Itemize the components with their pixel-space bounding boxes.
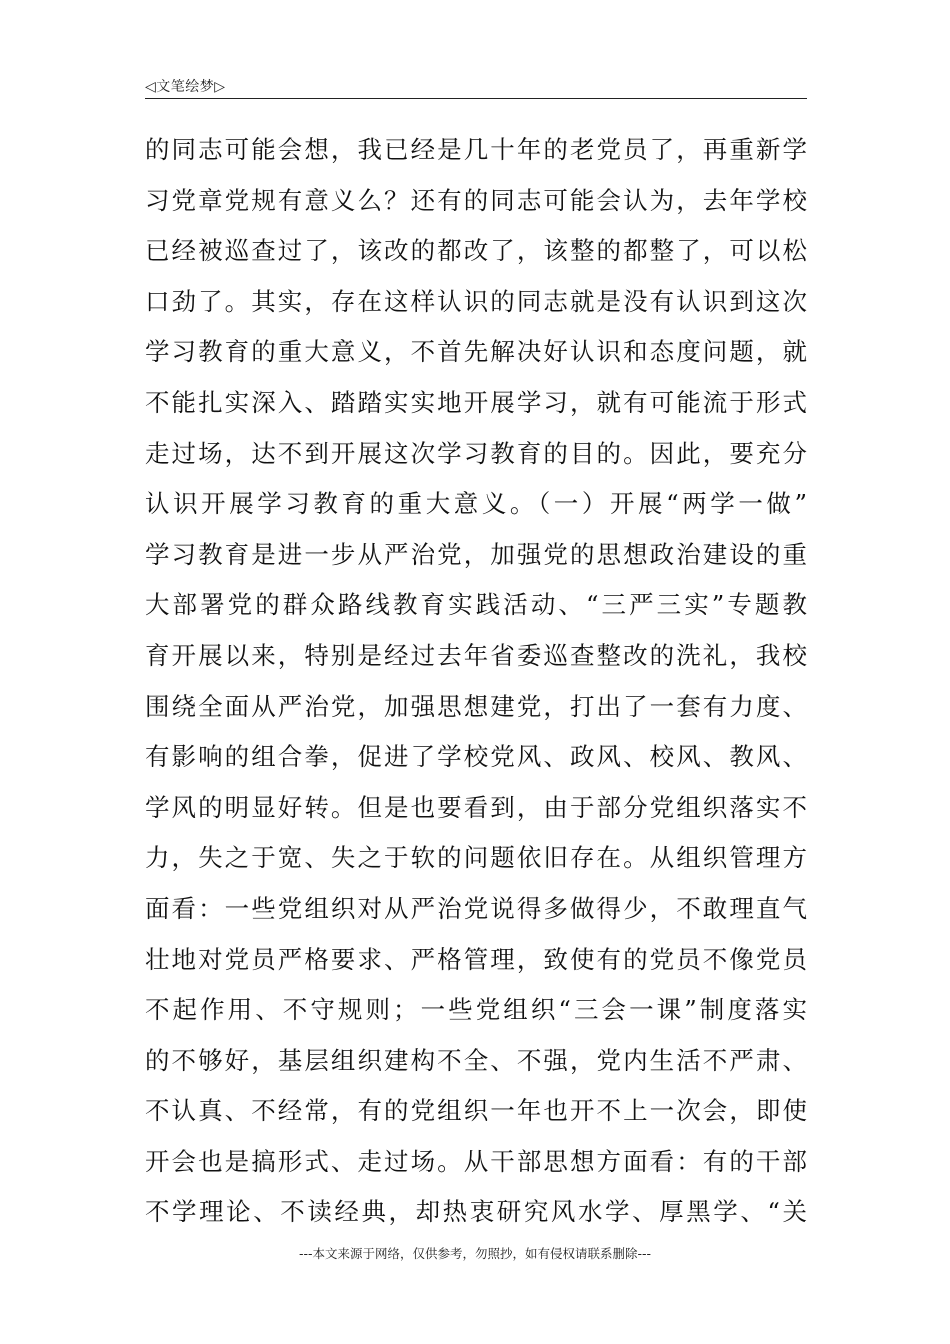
body-line: 不起作用、不守规则；一些党组织“三会一课”制度落实 — [145, 995, 807, 1025]
body-line: 育开展以来，特别是经过去年省委巡查整改的洗礼，我校 — [145, 640, 807, 670]
body-line: 围绕全面从严治党，加强思想建党，打出了一套有力度、 — [145, 691, 807, 721]
page-header — [145, 74, 807, 99]
body-line: 习党章党规有意义么？还有的同志可能会认为，去年学校 — [145, 185, 807, 215]
body-line: 学习教育的重大意义，不首先解决好认识和态度问题，就 — [145, 337, 807, 367]
body-line: 大部署党的群众路线教育实践活动、“三严三实”专题教 — [145, 590, 807, 620]
body-line: 口劲了。其实，存在这样认识的同志就是没有认识到这次 — [145, 286, 807, 316]
body-line: 认识开展学习教育的重大意义。（一）开展“两学一做” — [145, 489, 807, 519]
body-line: 面看：一些党组织对从严治党说得多做得少，不敢理直气 — [145, 893, 807, 923]
body-line: 不学理论、不读经典，却热衷研究风水学、厚黑学、“关 — [145, 1197, 807, 1227]
body-line: 走过场，达不到开展这次学习教育的目的。因此，要充分 — [145, 438, 807, 468]
body-line: 学习教育是进一步从严治党，加强党的思想政治建设的重 — [145, 539, 807, 569]
body-line: 不认真、不经常，有的党组织一年也开不上一次会，即使 — [145, 1096, 807, 1126]
body-line: 学风的明显好转。但是也要看到，由于部分党组织落实不 — [145, 792, 807, 822]
header-title: ◁文笔绘梦▷ — [145, 79, 226, 95]
page-footer: ---本文来源于网络，仅供参考，勿照抄，如有侵权请联系删除--- — [298, 1246, 652, 1261]
body-line: 的不够好，基层组织建构不全、不强，党内生活不严肃、 — [145, 1045, 807, 1075]
body-line: 力，失之于宽、失之于软的问题依旧存在。从组织管理方 — [145, 843, 807, 873]
body-line: 壮地对党员严格要求、严格管理，致使有的党员不像党员 — [145, 944, 807, 974]
document-body — [145, 125, 807, 1238]
body-line: 有影响的组合拳，促进了学校党风、政风、校风、教风、 — [145, 742, 807, 772]
body-line: 的同志可能会想，我已经是几十年的老党员了，再重新学 — [145, 135, 807, 164]
body-line: 不能扎实深入、踏踏实实地开展学习，就有可能流于形式 — [145, 387, 807, 417]
body-line: 开会也是搞形式、走过场。从干部思想方面看：有的干部 — [145, 1146, 807, 1176]
body-line: 已经被巡查过了，该改的都改了，该整的都整了，可以松 — [145, 236, 807, 266]
